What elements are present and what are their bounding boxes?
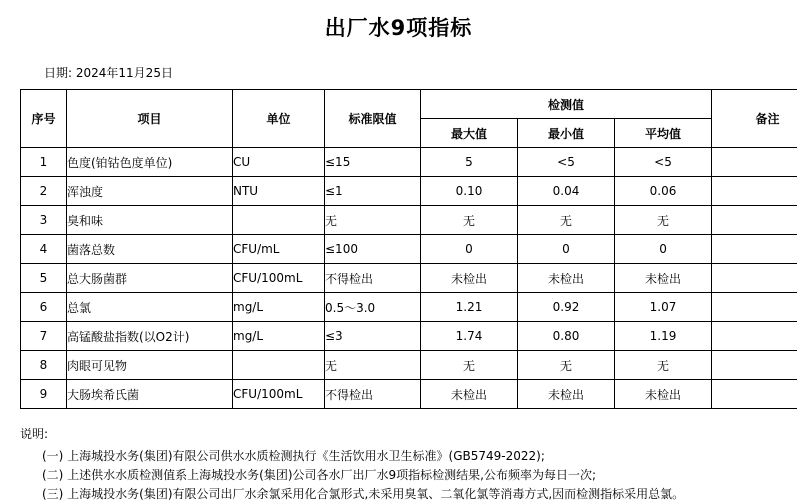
cell-avg: 0.06: [615, 177, 712, 206]
cell-avg: 1.19: [615, 322, 712, 351]
header-unit: 单位: [233, 90, 325, 148]
cell-remark: [712, 351, 797, 380]
header-max: 最大值: [421, 119, 518, 148]
table-row: [21, 235, 797, 264]
cell-item: 肉眼可见物: [67, 351, 233, 380]
cell-min: 未检出: [518, 380, 615, 409]
table-row: [21, 148, 797, 177]
header-no: 序号: [21, 90, 67, 148]
table-row: [21, 380, 797, 409]
header-standard: 标准限值: [325, 90, 421, 148]
cell-remark: [712, 264, 797, 293]
cell-standard: 无: [325, 206, 421, 235]
cell-unit: CFU/100mL: [233, 380, 325, 409]
cell-max: 0: [421, 235, 518, 264]
header-remark: 备注: [712, 90, 797, 148]
note-line-3: (三) 上海城投水务(集团)有限公司出厂水余氯采用化合氯形式,未采用臭氧、二氧化氯等消毒方式,因而检测指标采用总氯。: [20, 485, 797, 504]
table-row: [21, 177, 797, 206]
cell-remark: [712, 322, 797, 351]
cell-no: 6: [21, 293, 67, 322]
cell-max: 未检出: [421, 380, 518, 409]
cell-item: 色度(铂钴色度单位): [67, 148, 233, 177]
cell-max: 5: [421, 148, 518, 177]
cell-avg: <5: [615, 148, 712, 177]
date-line: [44, 64, 797, 81]
cell-avg: 无: [615, 351, 712, 380]
cell-remark: [712, 206, 797, 235]
table-row: [21, 322, 797, 351]
cell-standard: 0.5～3.0: [325, 293, 421, 322]
table-row: [21, 206, 797, 235]
table-header-row-1: [21, 90, 797, 119]
note-line-1: (一) 上海城投水务(集团)有限公司供水水质检测执行《生活饮用水卫生标准》(GB5749-2022);: [20, 447, 797, 466]
date-value: 2024年11月25日: [76, 66, 173, 80]
cell-min: <5: [518, 148, 615, 177]
cell-remark: [712, 235, 797, 264]
cell-item: 大肠埃希氏菌: [67, 380, 233, 409]
cell-avg: 0: [615, 235, 712, 264]
cell-unit: mg/L: [233, 293, 325, 322]
note-line-2: (二) 上述供水水质检测值系上海城投水务(集团)公司各水厂出厂水9项指标检测结果,公布频率为每日一次;: [20, 466, 797, 485]
water-quality-table: [20, 89, 797, 409]
cell-standard: ≤3: [325, 322, 421, 351]
cell-unit: CFU/100mL: [233, 264, 325, 293]
cell-unit: mg/L: [233, 322, 325, 351]
cell-standard: 不得检出: [325, 264, 421, 293]
table-row: [21, 293, 797, 322]
cell-standard: ≤100: [325, 235, 421, 264]
page-title: 出厂水9项指标: [0, 12, 797, 42]
header-item: 项目: [67, 90, 233, 148]
document-page: [0, 12, 797, 501]
cell-no: 8: [21, 351, 67, 380]
cell-avg: 未检出: [615, 380, 712, 409]
cell-item: 总大肠菌群: [67, 264, 233, 293]
cell-no: 7: [21, 322, 67, 351]
cell-item: 高锰酸盐指数(以O2计): [67, 322, 233, 351]
cell-standard: ≤15: [325, 148, 421, 177]
cell-remark: [712, 380, 797, 409]
cell-no: 4: [21, 235, 67, 264]
cell-min: 0.92: [518, 293, 615, 322]
cell-max: 无: [421, 351, 518, 380]
header-min: 最小值: [518, 119, 615, 148]
cell-no: 1: [21, 148, 67, 177]
cell-item: 菌落总数: [67, 235, 233, 264]
cell-no: 2: [21, 177, 67, 206]
cell-min: 无: [518, 351, 615, 380]
cell-max: 1.21: [421, 293, 518, 322]
cell-unit: CU: [233, 148, 325, 177]
cell-avg: 未检出: [615, 264, 712, 293]
date-label: 日期:: [44, 66, 72, 80]
cell-standard: ≤1: [325, 177, 421, 206]
cell-item: 总氯: [67, 293, 233, 322]
cell-standard: 不得检出: [325, 380, 421, 409]
cell-no: 3: [21, 206, 67, 235]
table-row: [21, 264, 797, 293]
cell-max: 无: [421, 206, 518, 235]
cell-max: 未检出: [421, 264, 518, 293]
cell-remark: [712, 177, 797, 206]
header-measured-group: 检测值: [421, 90, 712, 119]
cell-min: 0: [518, 235, 615, 264]
cell-no: 9: [21, 380, 67, 409]
header-avg: 平均值: [615, 119, 712, 148]
table-row: [21, 351, 797, 380]
cell-remark: [712, 148, 797, 177]
cell-unit: CFU/mL: [233, 235, 325, 264]
cell-max: 0.10: [421, 177, 518, 206]
cell-item: 臭和味: [67, 206, 233, 235]
cell-min: 0.04: [518, 177, 615, 206]
notes-section: [20, 425, 797, 504]
cell-no: 5: [21, 264, 67, 293]
cell-standard: 无: [325, 351, 421, 380]
cell-item: 浑浊度: [67, 177, 233, 206]
cell-min: 未检出: [518, 264, 615, 293]
cell-min: 无: [518, 206, 615, 235]
cell-remark: [712, 293, 797, 322]
cell-avg: 1.07: [615, 293, 712, 322]
cell-unit: NTU: [233, 177, 325, 206]
cell-min: 0.80: [518, 322, 615, 351]
notes-heading: 说明:: [20, 425, 797, 444]
cell-unit: [233, 206, 325, 235]
cell-unit: [233, 351, 325, 380]
cell-max: 1.74: [421, 322, 518, 351]
cell-avg: 无: [615, 206, 712, 235]
